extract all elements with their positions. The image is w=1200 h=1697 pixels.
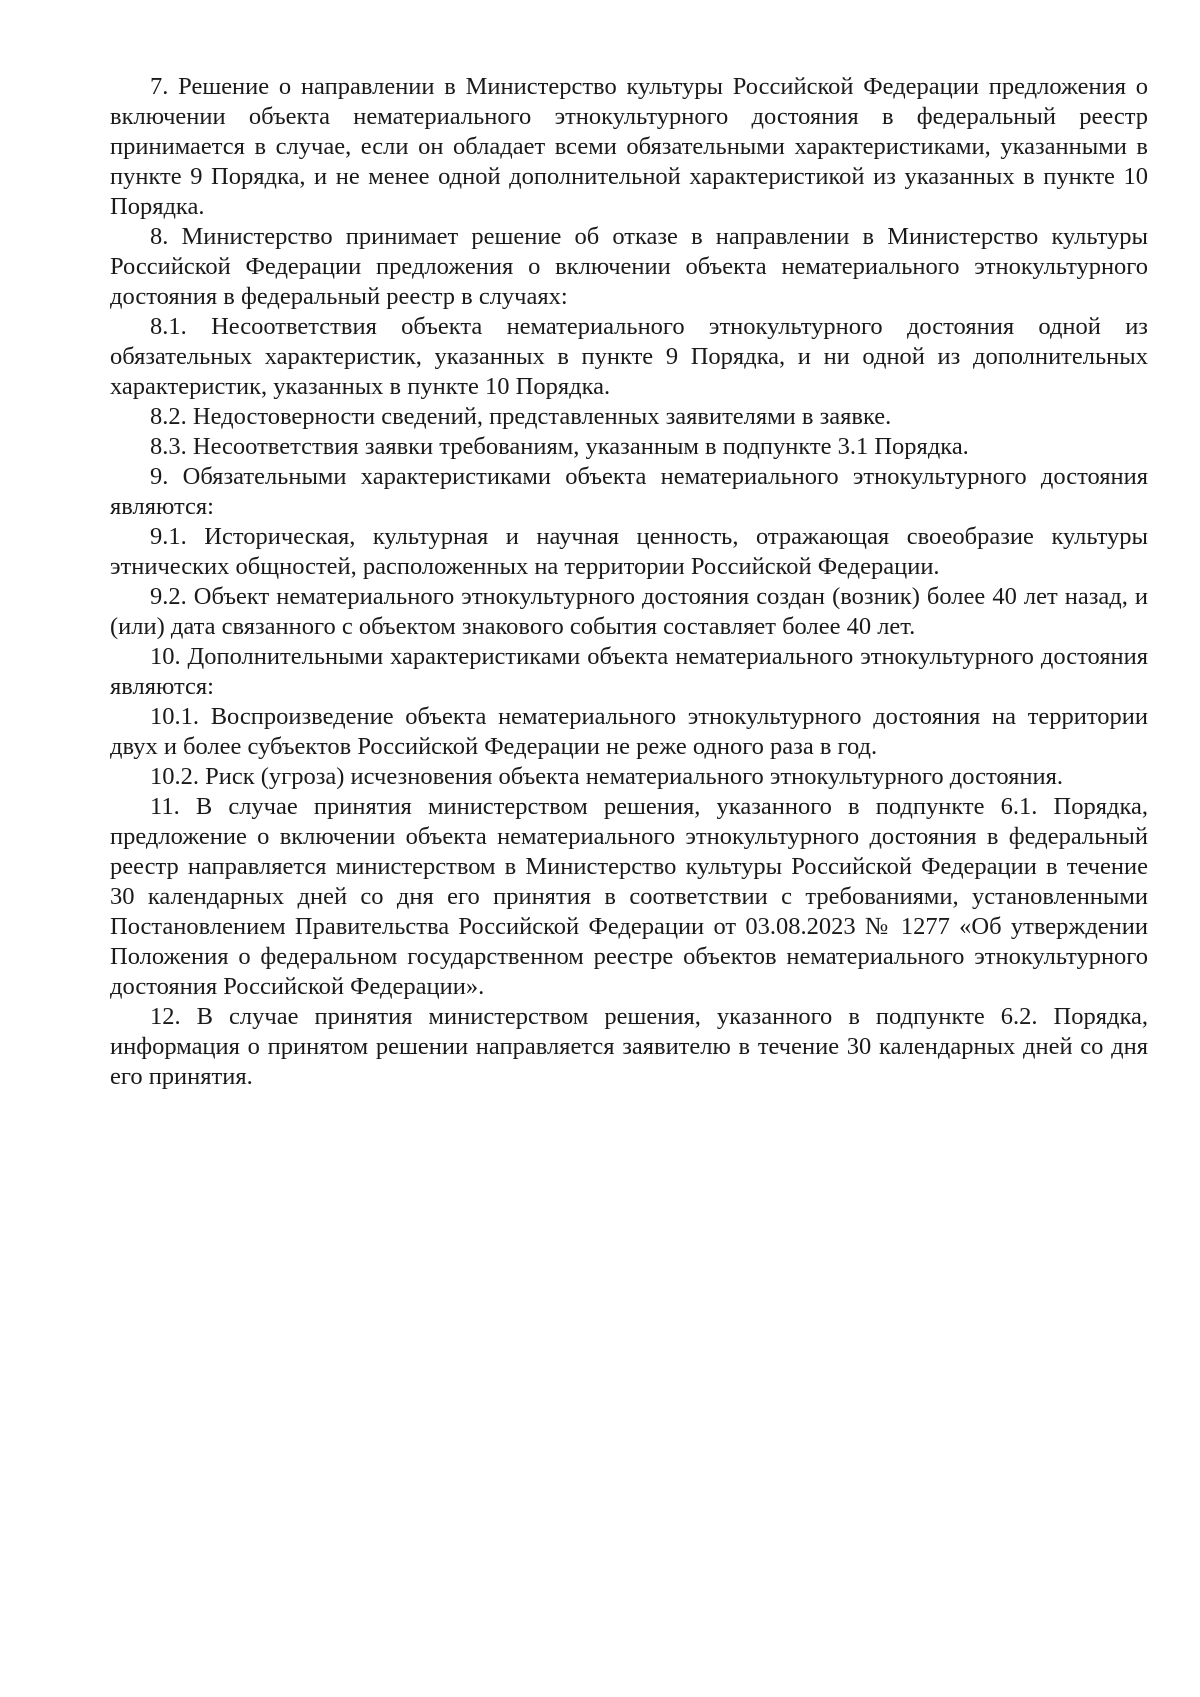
paragraph-8: 8. Министерство принимает решение об отказе в направлении в Министерство культуры Российской Федерации предложения о включении объекта нематериального этнокультурного достояния в федеральный реестр в случаях: <box>110 223 1148 310</box>
document-body <box>110 72 1148 1092</box>
paragraph-9-1: 9.1. Историческая, культурная и научная ценность, отражающая своеобразие культуры этнических общностей, расположенных на территории Российской Федерации. <box>110 523 1148 580</box>
paragraph-10-2: 10.2. Риск (угроза) исчезновения объекта нематериального этнокультурного достояния. <box>150 763 1063 790</box>
paragraph-8-3: 8.3. Несоответствия заявки требованиям, указанным в подпункте 3.1 Порядка. <box>150 433 969 460</box>
paragraph-7: 7. Решение о направлении в Министерство культуры Российской Федерации предложения о включении объекта нематериального этнокультурного достояния в федеральный реестр принимается в случае, если он обладает всеми обязательными характеристиками, указанными в пункте 9 Порядка, и не менее одной дополнительной характеристикой из указанных в пункте 10 Порядка. <box>110 73 1148 220</box>
paragraph-10-1: 10.1. Воспроизведение объекта нематериального этнокультурного достояния на территории двух и более субъектов Российской Федерации не реже одного раза в год. <box>110 703 1148 760</box>
paragraph-9-2: 9.2. Объект нематериального этнокультурного достояния создан (возник) более 40 лет назад, и (или) дата связанного с объектом знакового события составляет более 40 лет. <box>110 583 1148 640</box>
paragraph-12: 12. В случае принятия министерством решения, указанного в подпункте 6.2. Порядка, информация о принятом решении направляется заявителю в течение 30 календарных дней со дня его принятия. <box>110 1003 1148 1090</box>
paragraph-8-2: 8.2. Недостоверности сведений, представленных заявителями в заявке. <box>150 403 892 430</box>
paragraph-10: 10. Дополнительными характеристиками объекта нематериального этнокультурного достояния являются: <box>110 643 1148 700</box>
paragraph-9: 9. Обязательными характеристиками объекта нематериального этнокультурного достояния являются: <box>110 463 1148 520</box>
paragraph-11: 11. В случае принятия министерством решения, указанного в подпункте 6.1. Порядка, предложение о включении объекта нематериального этнокультурного достояния в федеральный реестр направляется министерством в Министерство культуры Российской Федерации в течение 30 календарных дней со дня его принятия в соответствии с требованиями, установленными Постановлением Правительства Российской Федерации от 03.08.2023 № 1277 «Об утверждении Положения о федеральном государственном реестре объектов нематериального этнокультурного достояния Российской Федерации». <box>110 793 1148 1000</box>
paragraph-8-1: 8.1. Несоответствия объекта нематериального этнокультурного достояния одной из обязательных характеристик, указанных в пункте 9 Порядка, и ни одной из дополнительных характеристик, указанных в пункте 10 Порядка. <box>110 313 1148 400</box>
